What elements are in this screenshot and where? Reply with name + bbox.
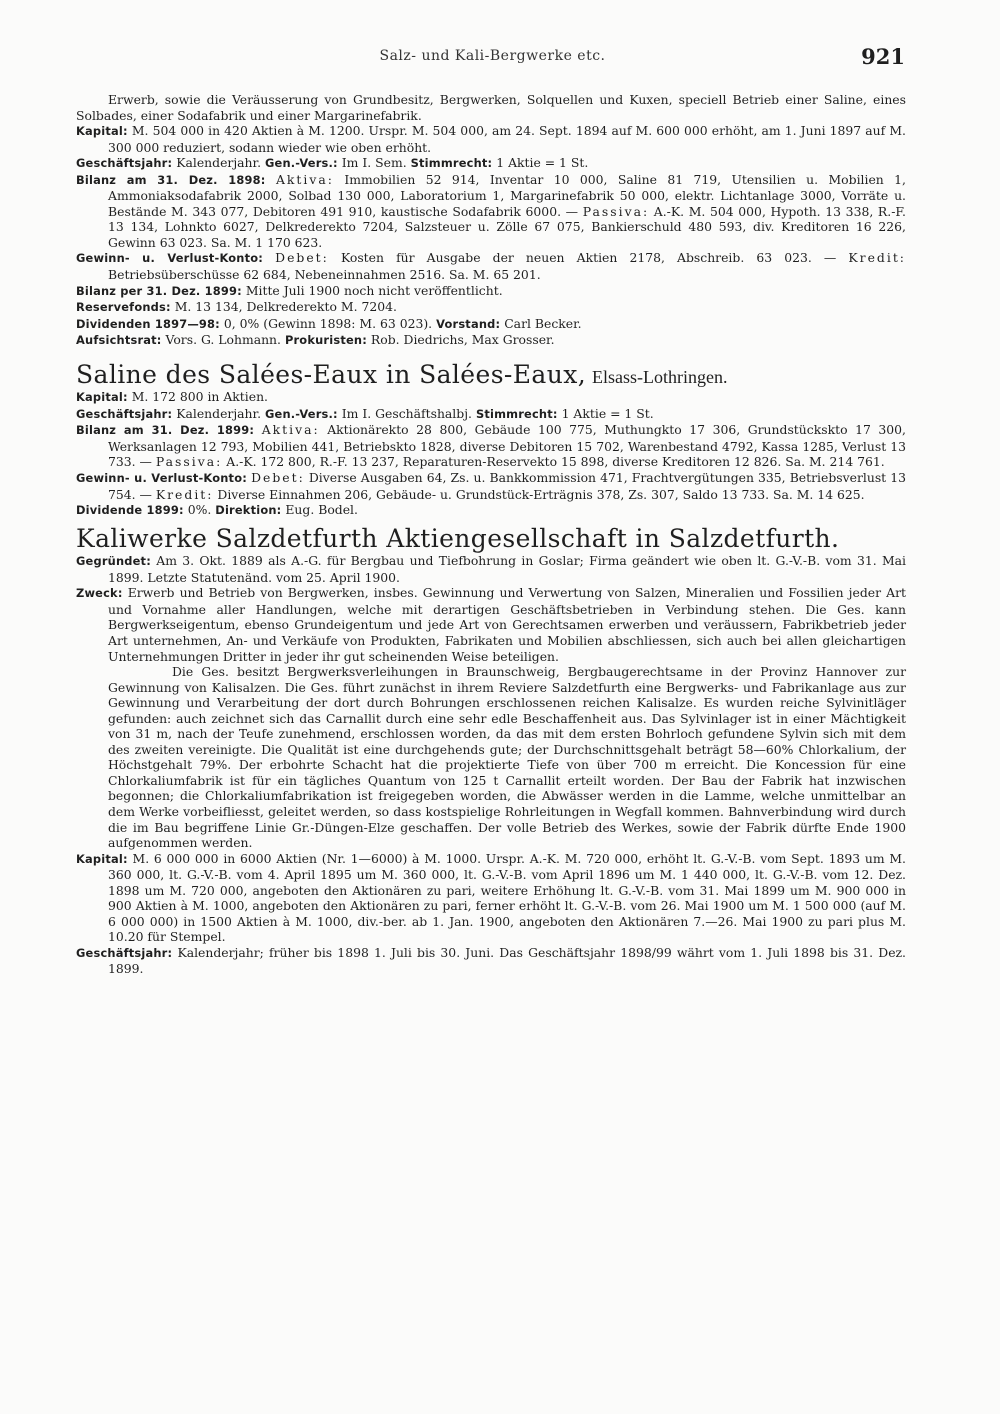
reservefonds-entry: [76, 299, 906, 316]
intro-paragraph: Erwerb, sowie die Veräusserung von Grundbesitz, Bergwerken, Solquellen und Kuxen, speciell Betrieb einer Saline, eines Solbades, einer Sodafabrik und einer Margarinefabrik.: [76, 92, 906, 123]
kapital-text: M. 504 000 in 420 Aktien à M. 1200. Urspr. M. 504 000, am 24. Sept. 1894 auf M. 600 000 erhöht, am 1. Juni 1897 auf M. 300 000 reduziert, sodann wieder wie oben erhöht.: [108, 123, 906, 155]
stimmrecht-text: 1 Aktie = 1 St.: [496, 155, 589, 171]
geschaeftsjahr-entry: [76, 155, 906, 172]
vorstand-text: Carl Becker.: [504, 315, 582, 331]
saline-aktiva-word: Aktiva:: [261, 422, 320, 438]
kali-geschaeftsjahr-label: Geschäftsjahr:: [76, 945, 173, 960]
section-heading-kaliwerke: [76, 523, 906, 553]
saline-gen-vers-text: Im I. Geschäftshalbj.: [341, 405, 472, 421]
bilanz-1899-label: Bilanz per 31. Dez. 1899:: [76, 283, 242, 298]
section-heading-saline: [76, 359, 906, 389]
gegruendet-text: Am 3. Okt. 1889 als A.-G. für Bergbau und Tiefbohrung in Goslar; Firma geändert wie oben lt. G.-V.-B. vom 31. Mai 1899. Letzte Statutenänd. vom 25. April 1900.: [108, 553, 906, 585]
zweck-text: Erwerb und Betrieb von Bergwerken, insbes. Gewinnung und Verwertung von Salzen, Mineralien und Fossilien jeder Art und Vornahme aller Handlungen, welche mit derartigen Geschäftsbetrieben in Verbindung stehen. Die Ges. kann Bergwerkseigentum, ebenso Grundeigentum und jede Art von Gerechtsamen erwerben und veräussern, Fabrikbetrieb jeder Art unternehmen, An- und Verkäufe von Produkten, Fabrikaten und Mobilien abschliessen, sich auch bei allen gleichartigen Unternehmungen Dritter in jeder ihr gut scheinenden Weise beteiligen.: [108, 585, 906, 664]
saline-bilanz-label: Bilanz am 31. Dez. 1899:: [76, 423, 255, 438]
reservefonds-text: M. 13 134, Delkrederekto M. 7204.: [174, 299, 397, 315]
gegruendet-label: Gegründet:: [76, 554, 151, 569]
aktiva-word: Aktiva:: [275, 171, 334, 187]
saline-kapital-entry: [76, 389, 906, 406]
passiva-word: Passiva:: [582, 203, 650, 219]
gegruendet-entry: [76, 553, 906, 585]
bilanz-aktiva-text: Immobilien 52 914, Inventar 10 000, Saline 81 719, Utensilien u. Mobilien 1, Ammoniaksodafabrik 2000, Solbad 130 000, Laboratorium 1, Margarinefabrik 50 000, elektr. Lichtanlage 3000, Vorräte u. Bestände M. 343 077, Debitoren 491 910, kaustische Sodafabrik 6000. —: [108, 171, 906, 219]
saline-kapital-label: Kapital:: [76, 390, 128, 405]
saline-heading-main: Saline des Salées-Eaux in Salées-Eaux,: [76, 359, 587, 389]
aufsichtsrat-label: Aufsichtsrat:: [76, 333, 162, 348]
bilanz-entry: [76, 172, 906, 251]
kali-kapital-label: Kapital:: [76, 851, 128, 866]
kredit-word: Kredit:: [848, 250, 906, 266]
saline-geschaeftsjahr-label: Geschäftsjahr:: [76, 406, 173, 421]
saline-gewinn-debet-text: Diverse Ausgaben 64, Zs. u. Bankkommission 471, Frachtvergütungen 335, Betriebsverlust 13 754. —: [108, 470, 906, 502]
kali-geschaeftsjahr-entry: [76, 945, 906, 977]
running-title: Salz- und Kali-Bergwerke etc.: [379, 48, 606, 64]
gewinn-entry: [76, 250, 906, 282]
kali-kapital-text: M. 6 000 000 in 6000 Aktien (Nr. 1—6000) à M. 1000. Urspr. A.-K. M. 720 000, erhöht lt. G.-V.-B. vom Sept. 1893 um M. 360 000, lt. G.-V.-B. vom 4. April 1895 um M. 360 000, lt. G.-V.-B. vom April 1896 um M. 1 440 000, lt. G.-V.-B. vom 12. Dez. 1898 um M. 720 000, angeboten den Aktionären zu pari, weitere Erhöhung lt. G.-V.-B. vom 31. Mai 1899 um M. 900 000 in 900 Aktien à M. 1000, angeboten den Aktionären zu pari, ferner erhöht lt. G.-V.-B. vom 26. Mai 1900 um M. 1 500 000 (auf M. 6 000 000) in 1500 Aktien à M. 1000, div.-ber. ab 1. Jan. 1900, angeboten den Aktionären 7.—26. Mai 1900 zu pari plus M. 10.20 für Stempel.: [108, 850, 906, 945]
saline-gen-vers-label: Gen.-Vers.:: [265, 406, 338, 421]
vorstand-label: Vorstand:: [436, 316, 501, 331]
kali-geschaeftsjahr-text: Kalenderjahr; früher bis 1898 1. Juli bis 30. Juni. Das Geschäftsjahr 1898/99 währt vom 1. Juli 1898 bis 31. Dez. 1899.: [108, 944, 906, 977]
saline-debet-word: Debet:: [251, 470, 305, 486]
prokuristen-text: Rob. Diedrichs, Max Grosser.: [370, 332, 555, 348]
saline-kapital-text: M. 172 800 in Aktien.: [131, 389, 268, 405]
zweck-entry: [76, 585, 906, 664]
saline-geschaeftsjahr-entry: [76, 406, 906, 423]
gewinn-kredit-text: Betriebsüberschüsse 62 684, Nebeneinnahmen 2516. Sa. M. 65 201.: [108, 267, 541, 283]
gewinn-debet-text: Kosten für Ausgabe der neuen Aktien 2178, Abschreib. 63 023. —: [340, 250, 837, 266]
saline-stimmrecht-label: Stimmrecht:: [475, 406, 558, 421]
saline-gewinn-entry: [76, 470, 906, 502]
bilanz-1899-text: Mitte Juli 1900 noch nicht veröffentlicht.: [245, 282, 503, 298]
saline-geschaeftsjahr-text: Kalenderjahr.: [176, 405, 262, 421]
saline-dividende-entry: [76, 502, 906, 519]
saline-bilanz-aktiva-text: Aktionärekto 28 800, Gebäude 100 775, Muthungkto 17 306, Grundstückskto 17 300, Werksanlagen 12 793, Mobilien 441, Betriebskto 1828, diverse Debitoren 15 702, Warenbestand 4792, Kassa 1285, Verlust 13 733. —: [108, 422, 906, 470]
saline-gewinn-kredit-text: Diverse Einnahmen 206, Gebäude- u. Grundstück-Erträgnis 378, Zs. 307, Saldo 13 733. Sa. M. 14 625.: [217, 486, 865, 502]
bilanz-1899-entry: [76, 283, 906, 300]
gen-vers-label: Gen.-Vers.:: [265, 156, 338, 171]
stimmrecht-label: Stimmrecht:: [410, 156, 493, 171]
direktion-label: Direktion:: [215, 503, 282, 518]
gen-vers-text: Im I. Sem.: [341, 155, 407, 171]
page-number: 921: [861, 44, 905, 69]
saline-passiva-word: Passiva:: [155, 454, 223, 470]
gewinn-label: Gewinn- u. Verlust-Konto:: [76, 251, 264, 266]
aufsichtsrat-entry: [76, 332, 906, 349]
direktion-text: Eug. Bodel.: [285, 502, 358, 518]
saline-stimmrecht-text: 1 Aktie = 1 St.: [561, 405, 654, 421]
page-content: [76, 92, 906, 977]
saline-bilanz-entry: [76, 422, 906, 470]
saline-dividende-label: Dividende 1899:: [76, 503, 184, 518]
geschaeftsjahr-label: Geschäftsjahr:: [76, 156, 173, 171]
saline-heading-region: Elsass-Lothringen.: [591, 366, 728, 387]
prokuristen-label: Prokuristen:: [284, 333, 367, 348]
aufsichtsrat-text: Vors. G. Lohmann.: [165, 332, 281, 348]
saline-gewinn-label: Gewinn- u. Verlust-Konto:: [76, 471, 247, 486]
kapital-label: Kapital:: [76, 124, 128, 139]
geschaeftsjahr-text: Kalenderjahr.: [176, 155, 262, 171]
dividenden-text: 0, 0% (Gewinn 1898: M. 63 023).: [223, 315, 433, 331]
running-head: [80, 44, 905, 74]
bilanz-label: Bilanz am 31. Dez. 1898:: [76, 172, 266, 187]
zweck-label: Zweck:: [76, 586, 123, 601]
kaliwerke-heading: Kaliwerke Salzdetfurth Aktiengesellschaft in Salzdetfurth.: [76, 523, 840, 553]
description-paragraph: Die Ges. besitzt Bergwerksverleihungen in Braunschweig, Bergbaugerechtsame in der Provinz Hannover zur Gewinnung von Kalisalzen. Die Ges. führt zunächst in ihrem Reviere Salzdetfurth eine Bergwerks- und Fabrikanlage aus zur Gewinnung und Verarbeitung der dort durch Bohrungen erschlossenen reichen Kalisalze. Es wurden reiche Sylvinitläger gefunden: auch zeichnet sich das Carnallit durch eine sehr edle Beschaffenheit aus. Das Sylvinlager ist in einer Mächtigkeit von 31 m, nach der Teufe zunehmend, erschlossen worden, da das mit dem ersten Bohrloch gefundene Sylvin sich mit dem des zweiten vereinigte. Die Qualität ist eine durchgehends gute; der Durchschnittsgehalt beträgt 58—60% Chlorkalium, der Höchstgehalt 79%. Der erbohrte Schacht hat die projektierte Tiefe von über 700 m erreicht. Die Koncession für eine Chlorkaliumfabrik ist für ein tägliches Quantum von 125 t Carnallit erteilt worden. Der Bau der Fabrik hat inzwischen begonnen; die Chlorkaliumfabrikation ist freigegeben worden, die Abwässer werden in die Lamme, welche unmittelbar an dem Werke vorbeifliesst, geleitet werden, so dass kostspielige Rohrleitungen in Wegfall kommen. Bahnverbindung wird durch die im Bau begriffene Linie Gr.-Düngen-Elze geschaffen. Der volle Betrieb des Werkes, sowie der Fabrik dürfte Ende 1900 aufgenommen werden.: [108, 664, 906, 851]
saline-dividende-text: 0%.: [187, 502, 212, 518]
reservefonds-label: Reservefonds:: [76, 300, 171, 315]
kali-kapital-entry: [76, 851, 906, 945]
bilanz-passiva-text: A.-K. M. 504 000, Hypoth. 13 338, R.-F. 13 134, Lohnkto 6027, Delkrederekto 7204, Salzsteuer u. Zölle 67 075, Bankierschuld 480 593, div. Kreditoren 16 226, Gewinn 63 023. Sa. M. 1 170 623.: [108, 203, 906, 250]
saline-kredit-word: Kredit:: [155, 486, 214, 502]
saline-bilanz-passiva-text: A.-K. 172 800, R.-F. 13 237, Reparaturen-Reservekto 15 898, diverse Kreditoren 12 826. Sa. M. 214 761.: [226, 454, 885, 470]
dividenden-entry: [76, 316, 906, 333]
kapital-entry: [76, 123, 906, 155]
dividenden-label: Dividenden 1897—98:: [76, 316, 220, 331]
debet-word: Debet:: [275, 250, 329, 266]
